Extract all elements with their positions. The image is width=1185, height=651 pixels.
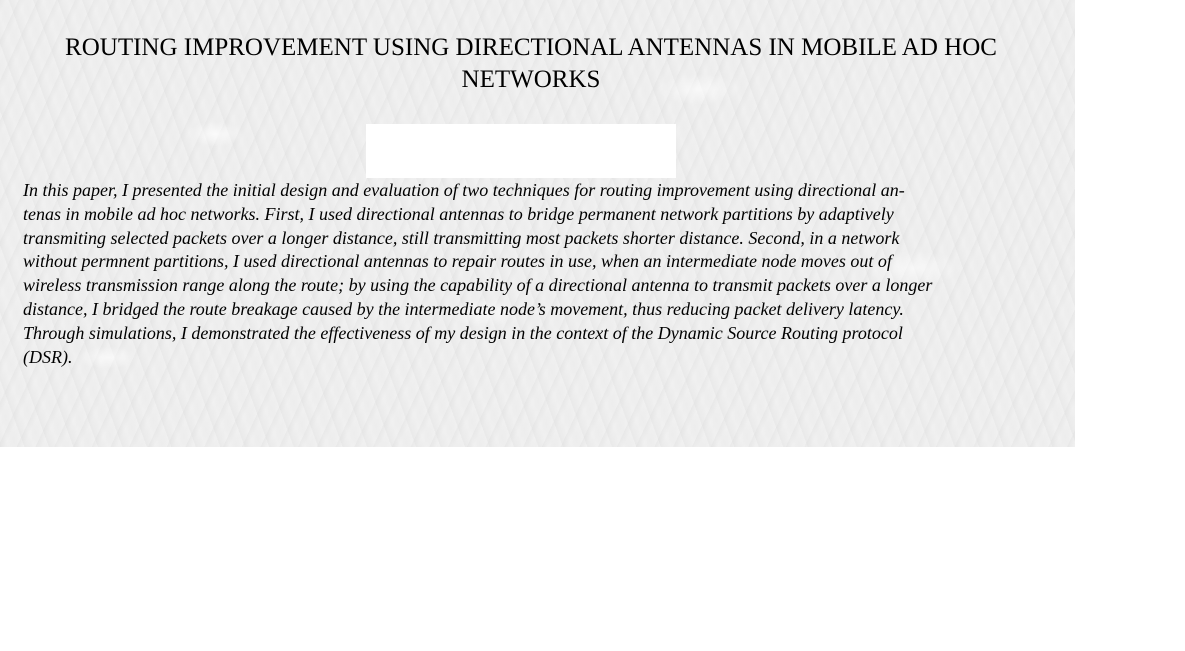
blank-image-placeholder [366,124,676,178]
abstract-text: In this paper, I presented the initial design and evaluation of two techniques for routing improvement using directional an- tenas in mobile ad hoc networks. First, I used directional antennas to bridge permanent network partitions by adaptively transmiting selected packets over a longer distance, still transmitting most packets shorter distance. Second, in a network without permnent partitions, I used directional antennas to repair routes in use, when an intermediate node moves out of wireless transmission range along the route; by using the capability of a directional antenna to transmit packets over a longer distance, I bridged the route breakage caused by the intermediate node’s movement, thus reducing packet delivery latency. Through simulations, I demonstrated the effectiveness of my design in the context of the Dynamic Source Routing protocol (DSR). [23,180,933,367]
page-title: ROUTING IMPROVEMENT USING DIRECTIONAL ANTENNAS IN MOBILE AD HOC NETWORKS [65,34,997,93]
